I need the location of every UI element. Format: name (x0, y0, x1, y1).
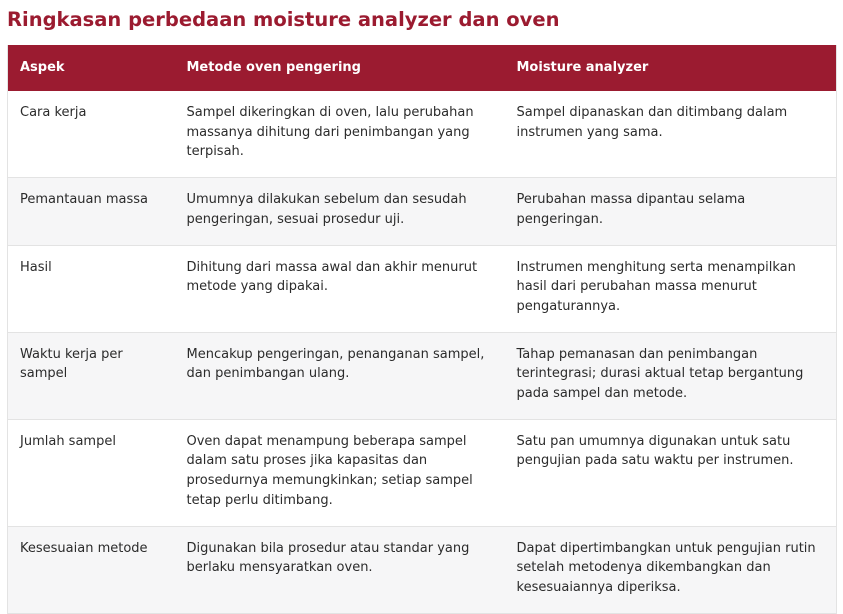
table-body (8, 91, 837, 613)
header-row (8, 45, 837, 91)
cell-oven: Digunakan bila prosedur atau standar yang berlaku mensyaratkan oven. (175, 526, 505, 613)
cell-oven: Oven dapat menampung beberapa sampel dalam satu proses jika kapasitas dan prosedurnya memungkinkan; setiap sampel tetap perlu ditimbang. (175, 419, 505, 526)
table-row (8, 419, 837, 526)
table-row (8, 332, 837, 419)
cell-oven: Umumnya dilakukan sebelum dan sesudah pengeringan, sesuai prosedur uji. (175, 178, 505, 245)
page-title: Ringkasan perbedaan moisture analyzer dan oven (7, 8, 560, 31)
table-row (8, 526, 837, 613)
cell-analyzer: Tahap pemanasan dan penimbangan terintegrasi; durasi aktual tetap bergantung pada sampel dan metode. (505, 332, 837, 419)
cell-aspect: Cara kerja (8, 91, 175, 178)
cell-analyzer: Satu pan umumnya digunakan untuk satu pengujian pada satu waktu per instrumen. (505, 419, 837, 526)
table-row (8, 245, 837, 332)
table-row (8, 91, 837, 178)
cell-analyzer: Dapat dipertimbangkan untuk pengujian rutin setelah metodenya dikembangkan dan kesesuaiannya diperiksa. (505, 526, 837, 613)
cell-oven: Mencakup pengeringan, penanganan sampel, dan penimbangan ulang. (175, 332, 505, 419)
cell-aspect: Hasil (8, 245, 175, 332)
cell-aspect: Pemantauan massa (8, 178, 175, 245)
cell-aspect: Kesesuaian metode (8, 526, 175, 613)
cell-analyzer: Sampel dipanaskan dan ditimbang dalam instrumen yang sama. (505, 91, 837, 178)
table-header (8, 45, 837, 91)
table-row (8, 178, 837, 245)
header-aspek: Aspek (8, 45, 175, 91)
cell-analyzer: Perubahan massa dipantau selama pengeringan. (505, 178, 837, 245)
cell-analyzer: Instrumen menghitung serta menampilkan hasil dari perubahan massa menurut pengaturannya. (505, 245, 837, 332)
cell-aspect: Waktu kerja per sampel (8, 332, 175, 419)
cell-oven: Dihitung dari massa awal dan akhir menurut metode yang dipakai. (175, 245, 505, 332)
cell-oven: Sampel dikeringkan di oven, lalu perubahan massanya dihitung dari penimbangan yang terpisah. (175, 91, 505, 178)
cell-aspect: Jumlah sampel (8, 419, 175, 526)
header-moisture-analyzer: Moisture analyzer (505, 45, 837, 91)
comparison-table (7, 45, 837, 614)
header-metode-oven: Metode oven pengering (175, 45, 505, 91)
